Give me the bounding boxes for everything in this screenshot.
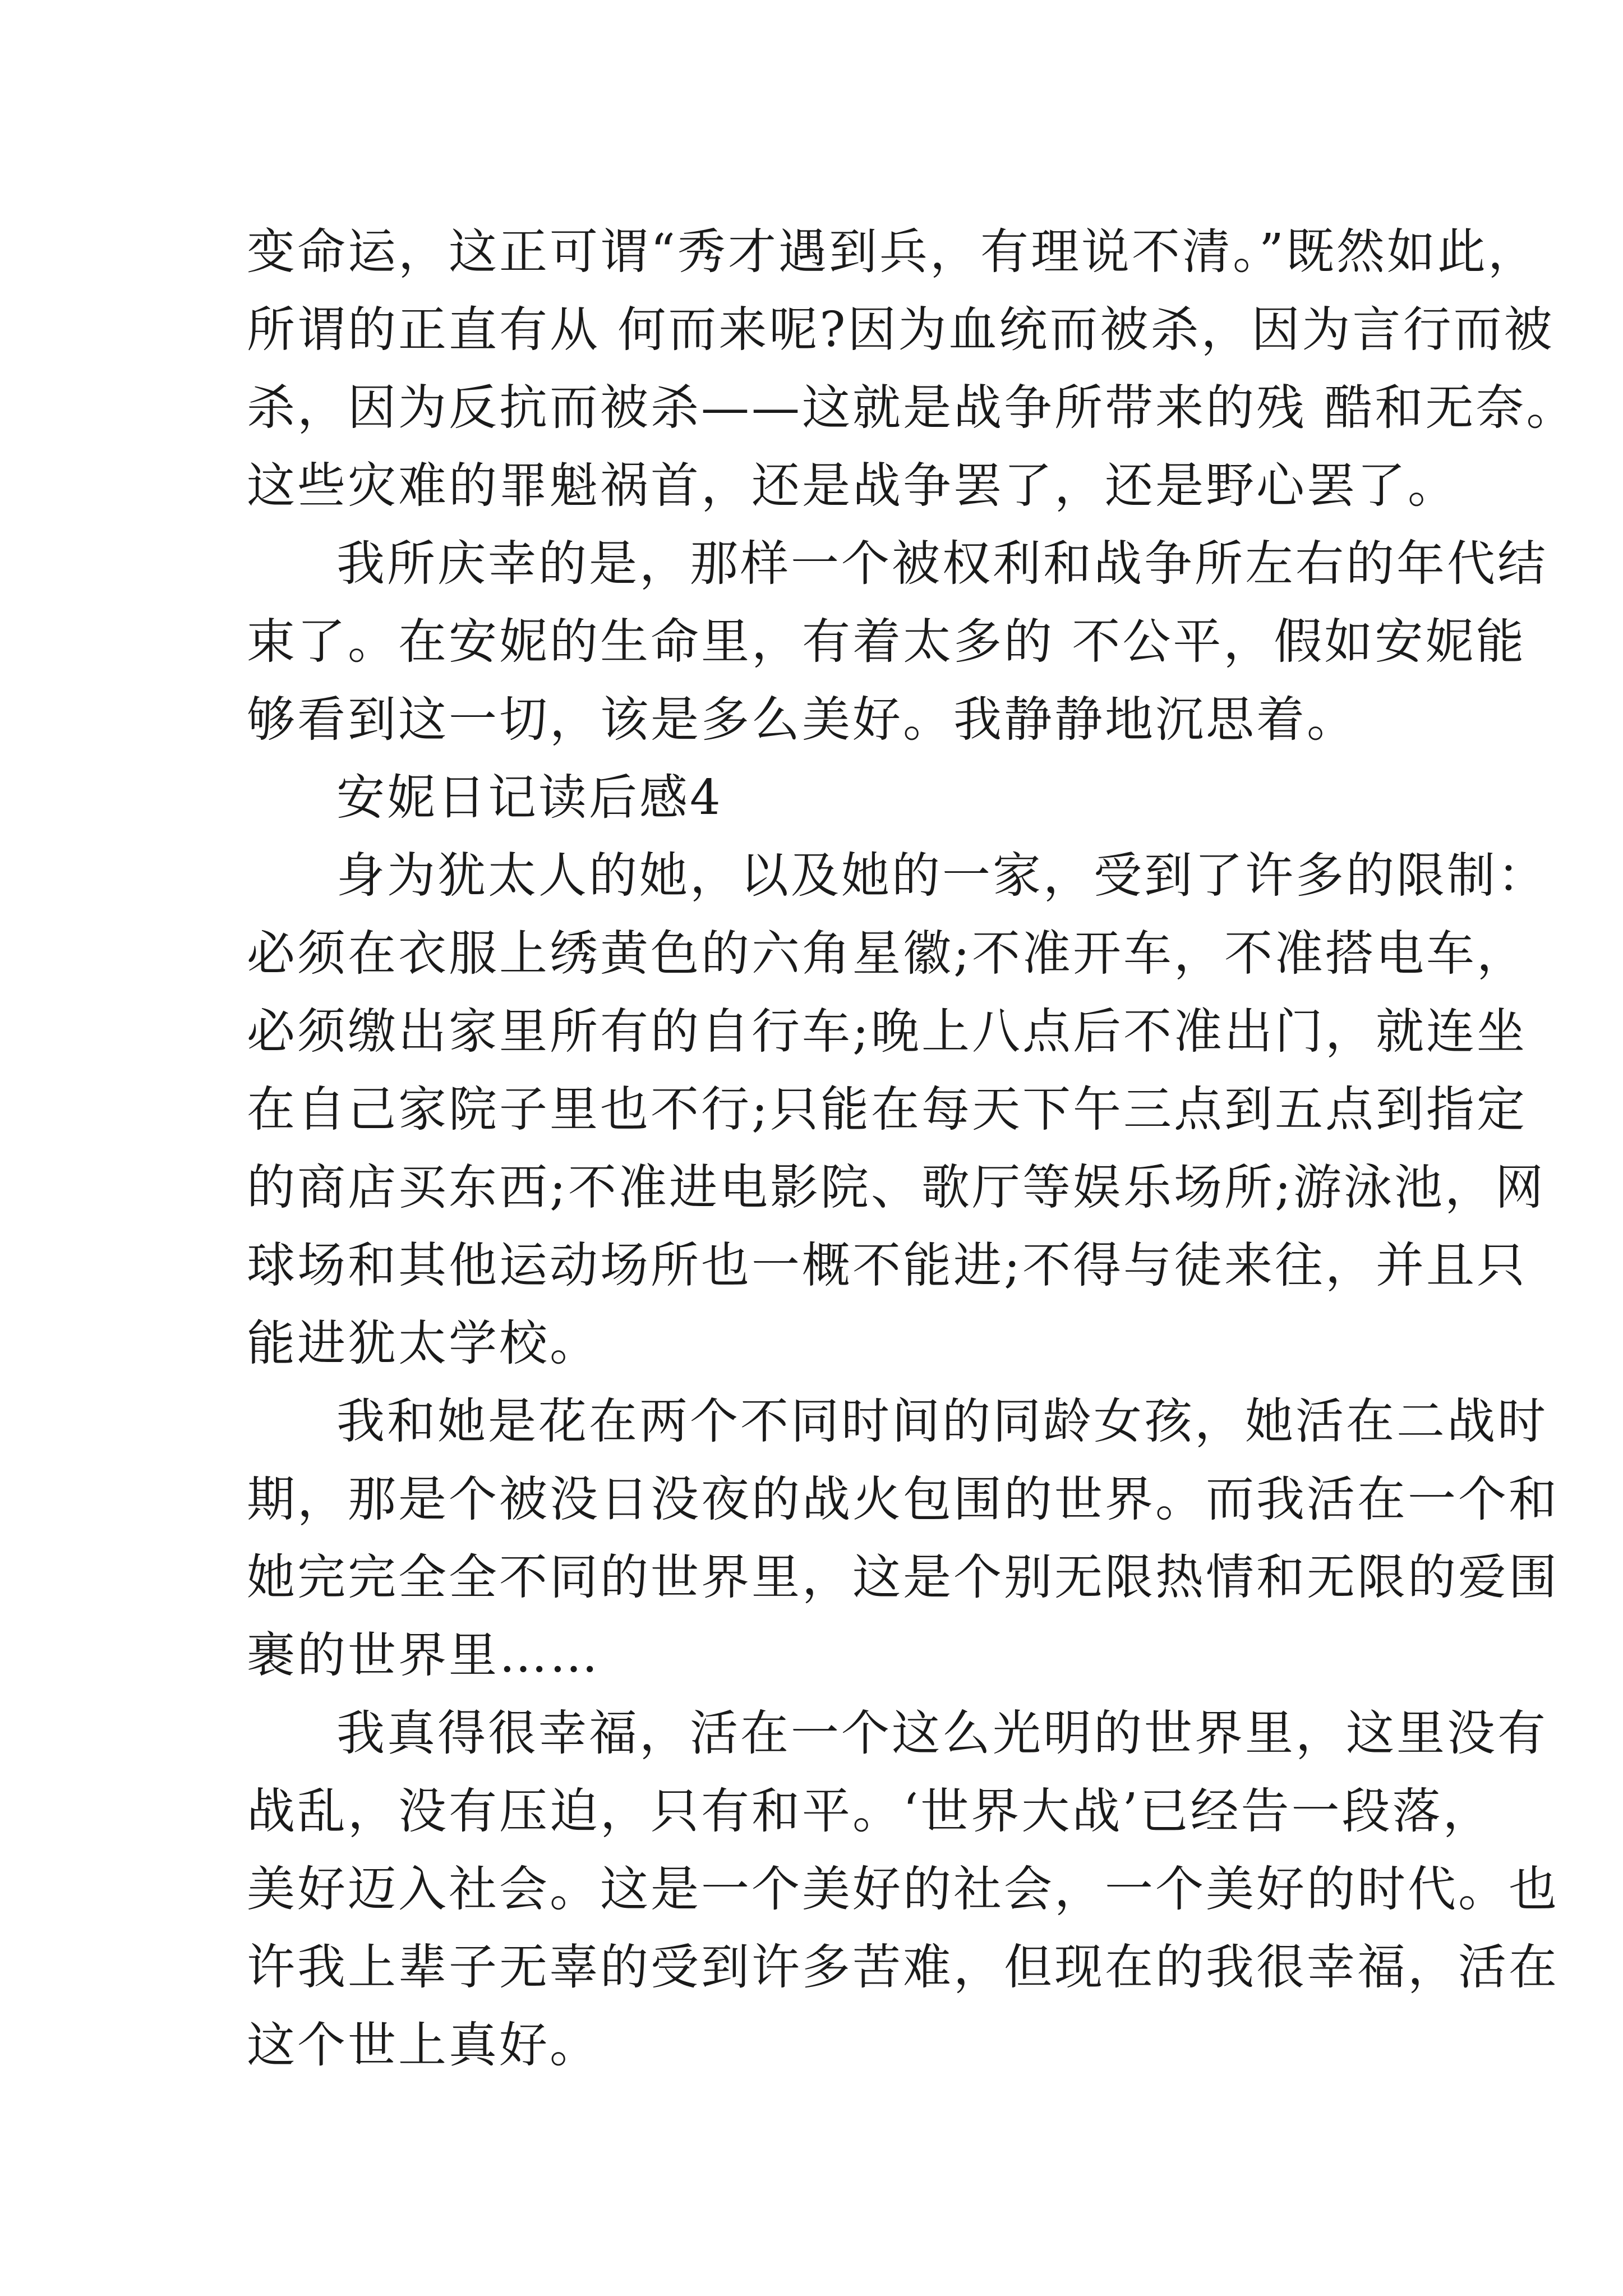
- text-line: 束了。在安妮的生命里，有着太多的 不公平，假如安妮能: [247, 614, 1527, 670]
- document-body: [247, 213, 1577, 2085]
- text-line: 球场和其他运动场所也一概不能进;不得与徒来往，并且只: [247, 1237, 1527, 1294]
- section-heading: 安妮日记读后感4: [336, 770, 723, 826]
- text-line: 战乱，没有压迫，只有和平。‘世界大战’已经告一段落，: [247, 1783, 1493, 1839]
- text-line: 期，那是个被没日没夜的战火包围的世界。而我活在一个和: [247, 1471, 1559, 1527]
- text-line: 够看到这一切，该是多么美好。我静静地沉思着。: [247, 692, 1357, 748]
- text-line: 在自己家院子里也不行;只能在每天下午三点到五点到指定: [247, 1082, 1527, 1138]
- text-line: 这个世上真好。: [247, 2017, 600, 2073]
- text-line: 变命运，这正可谓“秀才遇到兵，有理说不清。”既然如此，: [247, 224, 1538, 280]
- text-line: 我真得很幸福，活在一个这么光明的世界里，这里没有: [336, 1705, 1548, 1761]
- text-line: 她完完全全不同的世界里，这是个别无限热情和无限的爱围: [247, 1549, 1559, 1605]
- text-line: 许我上辈子无辜的受到许多苦难，但现在的我很幸福，活在: [247, 1939, 1559, 1995]
- text-line: 的商店买东西;不准进电影院、歌厅等娱乐场所;游泳池，网: [247, 1159, 1546, 1216]
- text-line: 我所庆幸的是，那样一个被权利和战争所左右的年代结: [336, 536, 1548, 592]
- text-line: 身为犹太人的她，以及她的一家，受到了许多的限制：: [336, 848, 1548, 904]
- text-line: 杀，因为反抗而被杀——这就是战争所带来的残 酷和无奈。: [247, 380, 1577, 436]
- text-line: 所谓的正直有从 何而来呢?因为血统而被杀，因为言行而被: [247, 302, 1555, 358]
- text-line: 这些灾难的罪魁祸首，还是战争罢了，还是野心罢了。: [247, 458, 1458, 514]
- text-line: 必须缴出家里所有的自行车;晚上八点后不准出门，就连坐: [247, 1004, 1527, 1060]
- text-line: 我和她是花在两个不同时间的同龄女孩，她活在二战时: [336, 1393, 1548, 1450]
- text-line: 必须在衣服上绣黄色的六角星徽;不准开车，不准搭电车，: [247, 926, 1527, 982]
- text-line: 能进犹太学校。: [247, 1315, 600, 1372]
- text-line: 美好迈入社会。这是一个美好的社会，一个美好的时代。也: [247, 1861, 1559, 1917]
- text-line: 裹的世界里……: [247, 1627, 600, 1683]
